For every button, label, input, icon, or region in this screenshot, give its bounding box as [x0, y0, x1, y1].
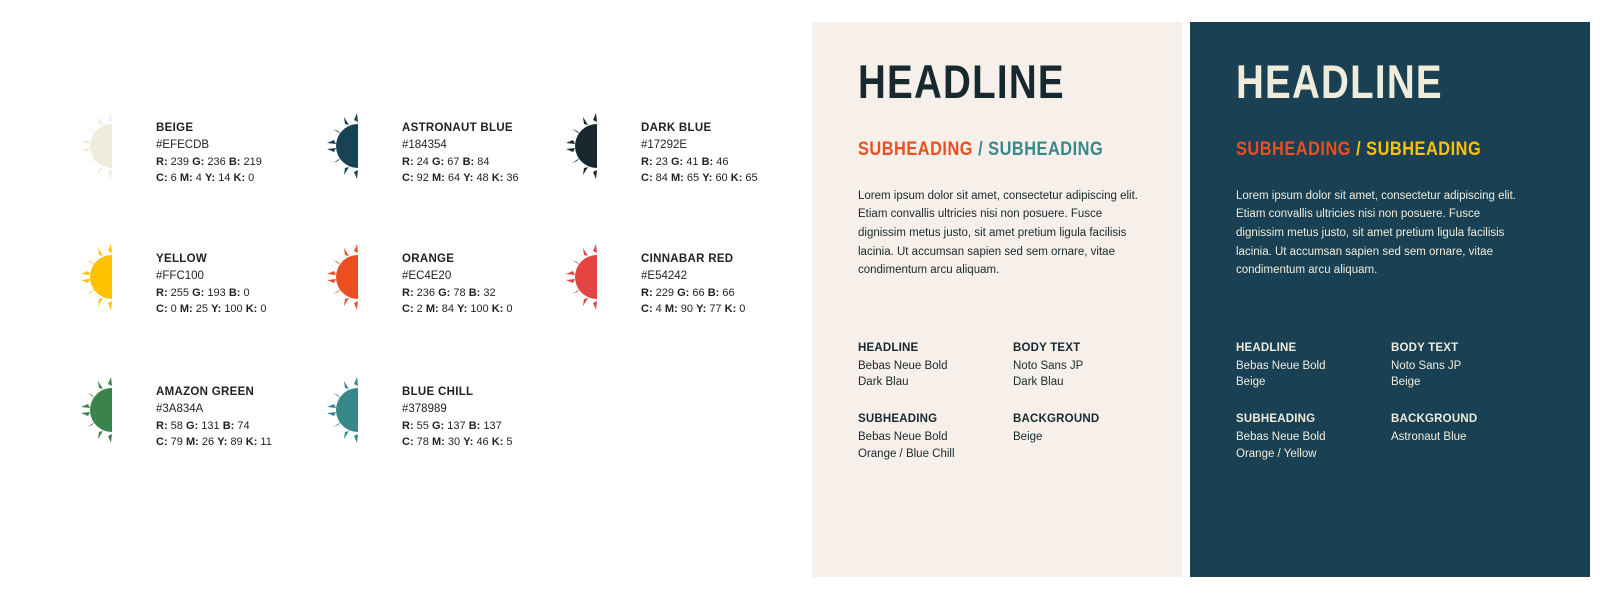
spec-grid-light	[858, 342, 1136, 463]
subheading-secondary-light: SUBHEADING	[988, 138, 1104, 160]
spec-block-headline-light	[858, 342, 1013, 391]
swatch-cmyk-k: 5	[506, 436, 513, 448]
swatch-rgb-b: 74	[237, 420, 250, 432]
spec-line-1: Bebas Neue Bold	[858, 431, 948, 444]
swatch-hex: #E54242	[641, 270, 688, 282]
swatch-cmyk-c: 79	[170, 436, 183, 448]
swatch-cmyk-m: 64	[447, 172, 461, 184]
swatch-cmyk-k: 0	[739, 303, 746, 315]
spec-title: BACKGROUND	[1013, 413, 1100, 426]
spec-title: HEADLINE	[858, 341, 919, 354]
sun-icon	[324, 374, 392, 446]
swatch-cmyk-y: 46	[476, 436, 489, 448]
spec-line-2: Beige	[1236, 376, 1266, 389]
subheading-row-dark	[1236, 139, 1501, 161]
swatch-rgb-r: 55	[416, 420, 429, 432]
swatch-hex: #378989	[402, 403, 447, 415]
swatch-cmyk-m: 84	[441, 303, 454, 315]
spec-title: BACKGROUND	[1391, 413, 1478, 426]
swatch-name: ORANGE	[402, 253, 455, 265]
swatch-cmyk-y: 77	[709, 303, 722, 315]
subheading-separator-dark: /	[1351, 138, 1367, 160]
spec-line-2: Beige	[1391, 376, 1421, 389]
swatch-cmyk-k: 36	[506, 172, 519, 184]
swatch-cmyk-m: 65	[686, 172, 700, 184]
spec-line-1: Noto Sans JP	[1013, 359, 1084, 372]
swatch-cmyk-c: 92	[416, 172, 429, 184]
sun-icon	[324, 110, 392, 182]
swatch-rgb: R: 255 G: 193 B: 0	[156, 287, 250, 299]
subheading-secondary-dark: SUBHEADING	[1366, 138, 1482, 160]
swatch-cmyk-k: 65	[745, 172, 758, 184]
swatch-cmyk-y: 60	[715, 172, 728, 184]
swatch-name: BEIGE	[156, 122, 194, 134]
spec-line-1: Bebas Neue Bold	[1236, 359, 1326, 372]
swatch-cmyk: C: 78 M: 30 Y: 46 K: 5	[402, 436, 513, 448]
swatch-cmyk-k: 0	[260, 303, 267, 315]
swatch-rgb-r: 58	[170, 420, 183, 432]
swatch-rgb-g: 137	[447, 420, 466, 432]
swatch-rgb-g: 78	[453, 287, 466, 299]
subheading-primary-dark: SUBHEADING	[1236, 138, 1352, 160]
color-swatch	[563, 239, 778, 372]
swatch-hex: #FFC100	[156, 270, 204, 282]
spec-block-background-dark	[1391, 413, 1544, 462]
spec-line-2: Dark Blau	[858, 376, 909, 389]
subheading-primary-light: SUBHEADING	[858, 138, 974, 160]
spec-line-1: Bebas Neue Bold	[858, 359, 948, 372]
swatch-rgb-r: 23	[655, 156, 668, 168]
swatch-grid	[78, 108, 778, 505]
swatch-name: CINNABAR RED	[641, 253, 734, 265]
swatch-info	[156, 108, 262, 188]
color-swatch	[78, 372, 324, 505]
swatch-cmyk-y: 48	[476, 172, 489, 184]
swatch-rgb-g: 66	[692, 287, 705, 299]
spec-line-2: Dark Blau	[1013, 376, 1064, 389]
swatch-cmyk: C: 4 M: 90 Y: 77 K: 0	[641, 303, 746, 315]
swatch-rgb-g: 193	[207, 287, 226, 299]
swatch-rgb-r: 24	[416, 156, 429, 168]
body-text-light: Lorem ipsum dolor sit amet, consectetur adipiscing elit. Etiam convallis ultricies nisi non posuere. Fusce dignissim metus justo, sit amet pretium ligula facilisis lacinia. Ut accumsan sapien sed sem ornare, vitae condimentum arcu aliquam.	[858, 189, 1138, 277]
swatch-cmyk: C: 79 M: 26 Y: 89 K: 11	[156, 436, 272, 448]
swatch-info	[156, 372, 272, 452]
swatch-rgb-b: 219	[243, 156, 262, 168]
spec-title: SUBHEADING	[858, 413, 938, 426]
swatch-name: DARK BLUE	[641, 122, 712, 134]
typography-panel-light	[812, 22, 1182, 577]
swatch-cmyk-m: 26	[201, 436, 215, 448]
spec-block-bodytext-light	[1013, 342, 1136, 391]
swatch-cmyk-c: 0	[170, 303, 177, 315]
headline-dark: HEADLINE	[1236, 55, 1443, 108]
swatch-rgb-b: 32	[483, 287, 496, 299]
swatch-rgb-b: 0	[243, 287, 250, 299]
swatch-rgb: R: 58 G: 131 B: 74	[156, 420, 250, 432]
swatch-cmyk-c: 4	[655, 303, 662, 315]
spec-title: HEADLINE	[1236, 341, 1297, 354]
swatch-hex: #17292E	[641, 139, 688, 151]
spec-block-subheading-light	[858, 413, 1013, 462]
swatch-cmyk: C: 84 M: 65 Y: 60 K: 65	[641, 172, 758, 184]
swatch-rgb: R: 23 G: 41 B: 46	[641, 156, 729, 168]
swatch-cmyk-c: 78	[416, 436, 429, 448]
swatch-rgb-g: 67	[447, 156, 460, 168]
swatch-rgb-r: 229	[655, 287, 675, 299]
swatch-info	[641, 108, 758, 188]
spec-grid-dark	[1236, 342, 1544, 463]
headline-light: HEADLINE	[858, 55, 1065, 108]
spec-title: BODY TEXT	[1391, 341, 1459, 354]
swatch-rgb: R: 55 G: 137 B: 137	[402, 420, 502, 432]
swatch-name: AMAZON GREEN	[156, 386, 255, 398]
sun-icon	[78, 241, 146, 313]
swatch-rgb-b: 84	[477, 156, 490, 168]
swatch-cmyk-m: 30	[447, 436, 461, 448]
swatch-info	[156, 239, 267, 319]
spec-block-background-light	[1013, 413, 1136, 462]
swatch-rgb: R: 229 G: 66 B: 66	[641, 287, 735, 299]
color-swatch	[324, 239, 563, 372]
subheading-separator-light: /	[973, 138, 989, 160]
swatch-info	[402, 108, 519, 188]
sun-icon	[563, 110, 631, 182]
swatch-rgb: R: 239 G: 236 B: 219	[156, 156, 262, 168]
spec-block-bodytext-dark	[1391, 342, 1544, 391]
swatch-rgb-g: 131	[201, 420, 220, 432]
swatch-name: BLUE CHILL	[402, 386, 474, 398]
spec-title: SUBHEADING	[1236, 413, 1316, 426]
swatch-cmyk: C: 2 M: 84 Y: 100 K: 0	[402, 303, 513, 315]
sun-icon	[324, 241, 392, 313]
swatch-rgb-r: 239	[170, 156, 190, 168]
typography-panel-dark	[1190, 22, 1590, 577]
color-swatch	[78, 239, 324, 372]
spec-line-2: Orange / Blue Chill	[858, 447, 955, 460]
subheading-row-light	[858, 138, 1104, 161]
spec-line-1: Beige	[1013, 431, 1043, 444]
swatch-rgb-g: 41	[686, 156, 699, 168]
color-swatch	[324, 108, 563, 239]
swatch-info	[402, 239, 513, 319]
spec-block-headline-dark	[1236, 342, 1391, 391]
sun-icon	[563, 241, 631, 313]
swatch-info	[641, 239, 745, 319]
swatch-hex: #EFECDB	[156, 139, 210, 151]
spec-line-1: Bebas Neue Bold	[1236, 431, 1326, 444]
swatch-name: ASTRONAUT BLUE	[402, 122, 513, 134]
swatch-cmyk-c: 6	[170, 172, 177, 184]
spec-line-2: Orange / Yellow	[1236, 447, 1317, 460]
swatch-rgb-b: 46	[716, 156, 729, 168]
swatch-cmyk-y: 89	[230, 436, 243, 448]
swatch-rgb-b: 66	[722, 287, 735, 299]
sun-icon	[78, 110, 146, 182]
sun-icon	[78, 374, 146, 446]
swatch-rgb: R: 24 G: 67 B: 84	[402, 156, 490, 168]
swatch-hex: #3A834A	[156, 403, 204, 415]
spec-title: BODY TEXT	[1013, 341, 1081, 354]
swatch-rgb-b: 137	[483, 420, 502, 432]
swatch-cmyk-k: 11	[260, 436, 272, 448]
swatch-cmyk-k: 0	[506, 303, 513, 315]
swatch-rgb-r: 255	[170, 287, 190, 299]
swatch-cmyk-c: 2	[416, 303, 423, 315]
spec-line-1: Astronaut Blue	[1391, 431, 1467, 444]
color-swatch	[563, 108, 778, 239]
color-swatch	[324, 372, 563, 505]
swatch-rgb-r: 236	[416, 287, 436, 299]
spec-block-subheading-dark	[1236, 413, 1391, 462]
swatch-cmyk-m: 4	[195, 172, 202, 184]
body-text-dark: Lorem ipsum dolor sit amet, consectetur adipiscing elit. Etiam convallis ultricies nisi non posuere. Fusce dignissim metus justo, sit amet pretium ligula facilisis lacinia. Ut accumsan sapien sed sem ornare, vitae condimentum arcu aliquam.	[1236, 189, 1516, 277]
swatch-cmyk-m: 25	[195, 303, 208, 315]
swatch-hex: #184354	[402, 139, 447, 151]
swatch-cmyk: C: 6 M: 4 Y: 14 K: 0	[156, 172, 255, 184]
swatch-cmyk: C: 92 M: 64 Y: 48 K: 36	[402, 172, 519, 184]
color-swatch	[78, 108, 324, 239]
swatch-cmyk-c: 84	[655, 172, 668, 184]
swatch-rgb-g: 236	[207, 156, 226, 168]
swatch-cmyk-y: 14	[218, 172, 231, 184]
swatch-name: YELLOW	[156, 253, 207, 265]
swatch-cmyk-m: 90	[680, 303, 693, 315]
swatch-hex: #EC4E20	[402, 270, 452, 282]
spec-line-1: Noto Sans JP	[1391, 359, 1462, 372]
swatch-info	[402, 372, 513, 452]
swatch-cmyk-y: 100	[224, 303, 243, 315]
swatch-rgb: R: 236 G: 78 B: 32	[402, 287, 496, 299]
swatch-cmyk-y: 100	[470, 303, 489, 315]
swatch-cmyk: C: 0 M: 25 Y: 100 K: 0	[156, 303, 267, 315]
swatch-cmyk-k: 0	[248, 172, 255, 184]
